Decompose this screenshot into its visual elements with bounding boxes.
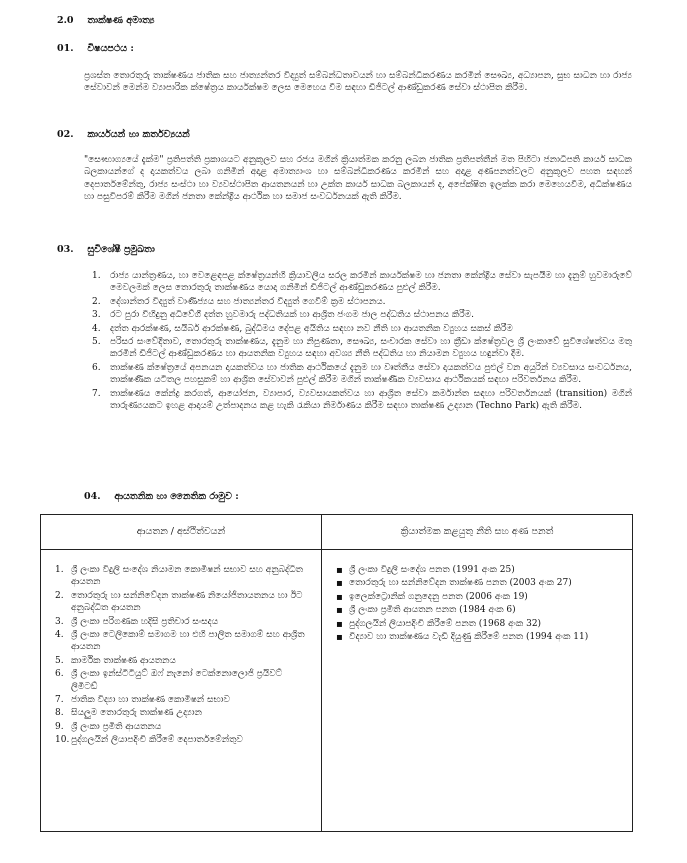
priorities-list bbox=[92, 270, 632, 413]
list-item: 10. පුද්ගලයින් ලියාපදිංචි කිරීමේ දෙපාර්තමේන්තුව bbox=[55, 735, 243, 746]
list-item: 3. රට පුරා විහිදුනු අධිවේගී දත්ත හුවමාරු පද්ධතියක් හා ආශ්‍රිත ජංගම ජාල පද්ධතිය ස්ථාපනය කිරීම. bbox=[92, 310, 474, 321]
institutions-number: 04. bbox=[84, 491, 101, 502]
institutions-list bbox=[55, 564, 311, 747]
list-item: ▪ ශ්‍රී ලංකා ප්‍රමිති ආයතන පනත (1984 අංක 6) bbox=[336, 605, 516, 617]
laws-cell bbox=[322, 550, 633, 832]
institutions-heading bbox=[84, 490, 239, 503]
list-item: ▪ තොරතුරු හා සන්නිවේදන තාක්ෂණ පනත (2003 අංක 27) bbox=[336, 578, 572, 590]
table-row bbox=[41, 550, 633, 832]
list-item: 1. ශ්‍රී ලංකා විදුලි සංදේශ නියාමන කොමිෂන් සභාව සහ අනුබද්ධිත ආයතන bbox=[55, 565, 303, 588]
list-item: 6. තාක්ෂණ ක්ෂේත්‍රයේ අපනයන දායකත්වය හා ජාතික ආර්ථිකයේ දැනුම හා වෘත්තීය සේවා දායකත්වය පුළුල් වන අයුරින් ව්‍යවසාය සංවර්ධනය, තාක්ෂණික යටිතල පහසුකම් හා ආශ්‍රිත සේවාවන් පුළුල් කිරීම මගින් තාක්ෂණික ව්‍යවසාය ආර්ථිකයක් සඳහා පරිවර්තනය කිරීම. bbox=[92, 362, 632, 386]
list-item: 5. පරිසර සංවේදීතාව, තොරතුරු තාක්ෂණය, දැනුම හා නිපුණතා, සෞඛ්‍ය, සංචාරක සේවා හා ක්‍රීඩා ක්ෂේත්‍රවල ශ්‍රී ලංකාවේ සුවිශේෂත්වය මතු කරමින් ඩිජිටල් ආණ්ඩුකරණය හා ආයතනික ව්‍යුහය සඳහා අවශ්‍ය නීති පද්ධතිය හා නියාමන ව්‍යුහය හඳුන්වා දීම. bbox=[92, 337, 632, 360]
list-item: 8. සියලුම තොරතුරු තාක්ෂණ උද්‍යාන bbox=[55, 708, 202, 719]
laws-list bbox=[336, 564, 622, 643]
duties-number: 02. bbox=[57, 129, 74, 140]
column-header-laws: ක්‍රියාත්මක කළයුතු නීති සහ අණ පනත් bbox=[322, 515, 633, 550]
priorities-heading bbox=[57, 243, 155, 256]
duties-title: කාර්යයන් හා කර්තව්‍යයන් bbox=[87, 129, 190, 140]
list-item: 4. දත්ත ආරක්ෂණ, සයිබර් ආරක්ෂණ, බුද්ධිමය දේපළ අයිතිය සඳහා නව නීති හා ආයතනික ව්‍යුහය සකස් කිරීම bbox=[92, 323, 513, 334]
list-item: 5. කාර්මික තාක්ෂණ ආයතනය bbox=[55, 655, 176, 666]
list-item: ▪ පුද්ගලයින් ලියාපදිංචි කිරීමේ පනත (1968 අංක 32) bbox=[336, 618, 542, 630]
column-header-institutions: ආයතන / අස්ථිත්වයන් bbox=[41, 515, 322, 550]
bullet-icon: ▪ bbox=[336, 578, 343, 590]
table-header-row bbox=[41, 515, 633, 550]
vision-title: විෂයපථය : bbox=[87, 43, 134, 54]
priorities-title: සුවිශේෂී ප්‍රමුඛතා bbox=[87, 244, 155, 255]
list-item: 7. ජාතික විද්‍යා හා තාක්ෂණ කොමිෂන් සභාව bbox=[55, 695, 230, 706]
duties-text: "සෞභාග්‍යයේ දැක්ම" ප්‍රතිපත්ති ප්‍රකාශයට අනුකූලව සහ රජය මගින් ක්‍රියාත්මක කරනු ලබන ජාතික ප්‍රතිපත්තීන් මත පිහිටා ජනාධිපති කාර්ය සාධක බලකායන්ගේ ද දායකත්වය ලබා ගනිමින් අදාළ අමාත්‍යාංශ හා සම්බන්ධීකරණය කරමින් සහ අදාළ අණපනත්වලට අනුකූලව පහත සඳහන් දෙපාර්තමේන්තු, රාජ්‍ය සංස්ථා හා ව්‍යවස්ථාපිත ආයතනයන් හා උක්ත කාර්ය සාධක බලකායන් ද, අපේක්ෂිත ඉලක්ක කරා මෙහෙයවීම, අධීක්ෂණය හා පසුවිපරම් කිරීම මගින් ජනතා කේන්ද්‍රීය ආර්ථික හා සමාජ සංවර්ධනයක් ඇති කිරීම. bbox=[84, 155, 632, 203]
list-item: 4. ශ්‍රී ලංකා ටෙලිකොම් සමාගම හා එහි පාලිත සමාගම් සහ ආශ්‍රිත ආයතන bbox=[55, 630, 305, 653]
vision-number: 01. bbox=[57, 43, 74, 54]
duties-heading bbox=[57, 128, 190, 141]
list-item: 2. තොරතුරු හා සන්නිවේදන තාක්ෂණ නියෝජිතායතනය හා ඊට අනුබද්ධිත ආයතන bbox=[55, 590, 303, 614]
bullet-icon: ▪ bbox=[336, 591, 343, 603]
section-number: 2.0 bbox=[57, 15, 74, 26]
institutions-table bbox=[40, 514, 633, 832]
bullet-icon: ▪ bbox=[336, 605, 343, 617]
institutions-cell bbox=[41, 550, 322, 832]
institutions-title: ආයතනික හා නෛතික රාමුව : bbox=[114, 491, 239, 502]
bullet-icon: ▪ bbox=[336, 565, 343, 576]
list-item: 2. දේශාන්තර විද්‍යුත් වාණිජ්‍යය සහ ජාත්‍යන්තර විද්‍යුත් ගෙවීම් ක්‍රම ස්ථාපනය. bbox=[92, 296, 386, 307]
list-item: ▪ ශ්‍රී ලංකා විදුලි සංදේශ පනත (1991 අංක 25) bbox=[336, 565, 515, 576]
list-item: 6. ශ්‍රී ලංකා ඉන්ස්ටිටියුට් ඔෆ් නැනෝ ටෙක්නොලොජි ප්‍රයිවට් ලිමිටඩ් bbox=[55, 669, 283, 692]
list-item: 1. රාජ්‍ය යාන්ත්‍රණය, හා වෙළෙඳපළ ක්ෂේත්‍රයන්හි ක්‍රියාවලිය සරල කරමින් කාර්යක්ෂම හා ජනතා කේන්ද්‍රීය සේවා සැපයීම හා දැනුම් හුවමාරුවේ මෙවලමක් ලෙස තොරතුරු තාක්ෂණය යොදා ගනිමින් ඩිජිටල් ආණ්ඩුකරණය පුළුල් කිරීම. bbox=[92, 271, 632, 294]
section-title: තාක්ෂණ අමාත්‍ය bbox=[87, 15, 155, 26]
vision-text: ප්‍රශස්ත තොරතුරු තාක්ෂණය ජාතික සහ ජාත්‍යන්තර විද්‍යුත් සම්බන්ධතාවයන් හා සම්බන්ධීකරණය කරමින් සෞඛ්‍ය, අධ්‍යාපන, සුභ සාධන හා රාජ්‍ය සේවාවන් මෙන්ම ව්‍යාපාරික ක්ෂේත්‍රය කාර්යක්ෂම ලෙස මෙහෙය වීම සඳහා ඩිජිටල් ආණ්ඩුකරණ සේවා ස්ථාපිත කිරීම. bbox=[84, 71, 632, 94]
list-item: ▪ විද්‍යාව හා තාක්ෂණය වැඩි දියුණු කිරීමේ පනත (1994 අංක 11) bbox=[336, 632, 589, 644]
section-heading bbox=[57, 14, 155, 27]
list-item: 7. තාක්ෂණය කේන්ද්‍ර කරගත්, ආයෝජන, ව්‍යාපාර, ව්‍යවසායකත්වය හා ආශ්‍රිත සේවා කර්මාන්ත සඳහා පරිවර්තනයක් (transition) මගින් තාරුණ්‍යයකට ඉහළ ආදායම් උත්පාදනය කළ හැකි රැකියා නිර්මාණය කිරීම සඳහා තාක්ෂණ උද්‍යාන (Techno Park) ඇති කිරීම. bbox=[92, 388, 632, 412]
bullet-icon: ▪ bbox=[336, 632, 343, 644]
list-item: 3. ශ්‍රී ලංකා පරිගණක හදිසි ප්‍රතිචාර සංසදය bbox=[55, 616, 219, 627]
list-item: 9. ශ්‍රී ලංකා ප්‍රමිති ආයතනය bbox=[55, 721, 162, 732]
bullet-icon: ▪ bbox=[336, 618, 343, 630]
priorities-number: 03. bbox=[57, 244, 74, 255]
list-item: ▪ ඉලෙක්ට්‍රොනික් ගනුදෙනු පනත (2006 අංක 19) bbox=[336, 591, 528, 603]
vision-heading bbox=[57, 42, 134, 55]
